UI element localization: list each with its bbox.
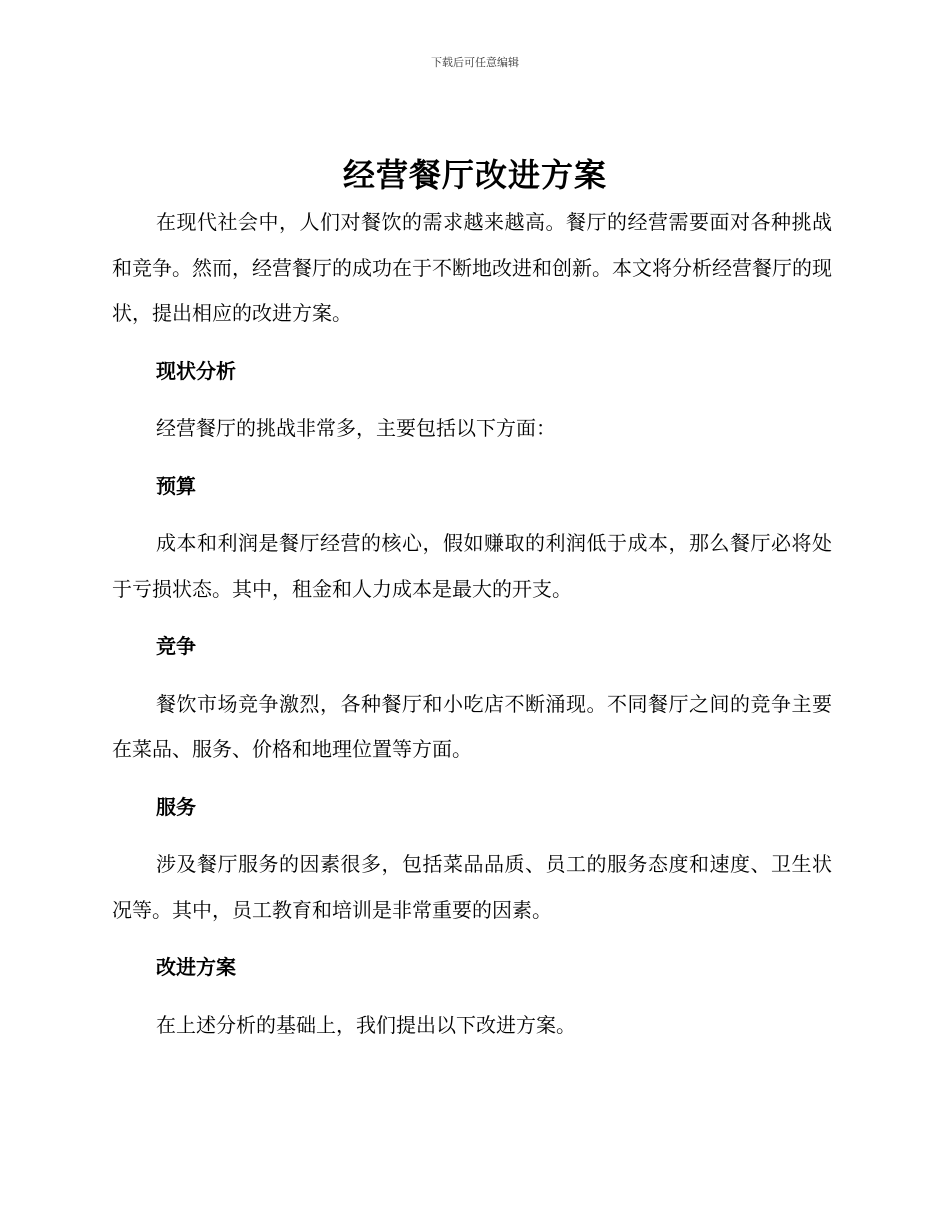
document-body <box>112 200 832 1048</box>
section-body-improvement: 在上述分析的基础上，我们提出以下改进方案。 <box>156 1012 576 1037</box>
document-title: 经营餐厅改进方案 <box>342 156 607 194</box>
section-heading-status: 现状分析 <box>156 358 236 383</box>
section-heading-improvement: 改进方案 <box>156 955 236 979</box>
section-body-status: 经营餐厅的挑战非常多，主要包括以下方面： <box>156 416 556 440</box>
section-heading-service: 服务 <box>156 794 196 819</box>
section-body-budget: 成本和利润是餐厅经营的核心，假如赚取的利润低于成本，那么餐厅必将处于亏损状态。其中，租金和人力成本是最大的开支。 <box>112 531 832 601</box>
section-body-competition: 餐饮市场竞争激烈，各种餐厅和小吃店不断涌现。不同餐厅之间的竞争主要在菜品、服务、价格和地理位置等方面。 <box>112 691 832 761</box>
section-heading-competition: 竞争 <box>156 634 196 658</box>
section-body-service: 涉及餐厅服务的因素很多，包括菜品品质、员工的服务态度和速度、卫生状况等。其中，员工教育和培训是非常重要的因素。 <box>112 852 832 922</box>
intro-paragraph: 在现代社会中，人们对餐饮的需求越来越高。餐厅的经营需要面对各种挑战和竞争。然而，经营餐厅的成功在于不断地改进和创新。本文将分析经营餐厅的现状，提出相应的改进方案。 <box>112 210 832 325</box>
header-note: 下载后可任意编辑 <box>431 56 519 69</box>
section-heading-budget: 预算 <box>156 473 196 498</box>
